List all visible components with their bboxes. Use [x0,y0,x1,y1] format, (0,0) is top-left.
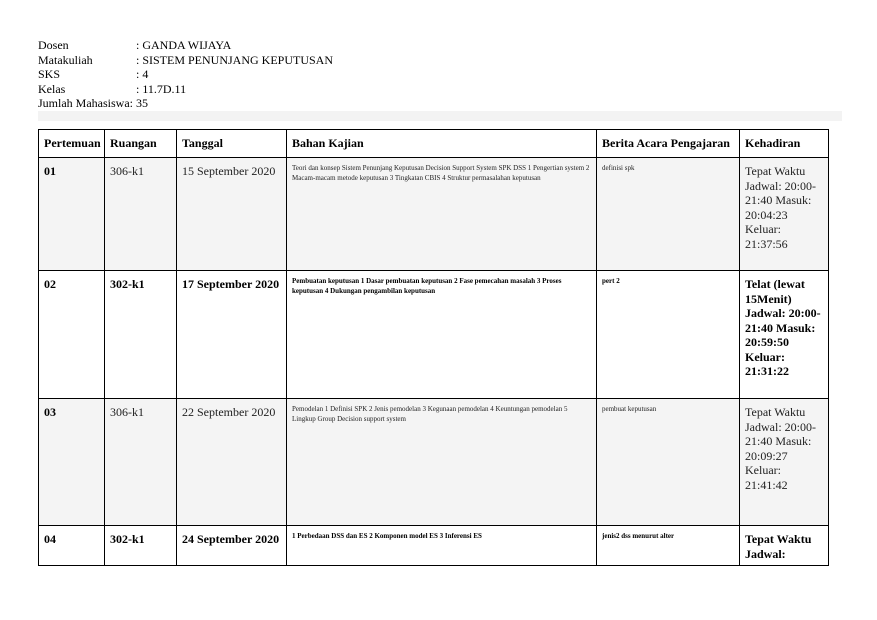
pertemuan-cell: 04 [39,526,105,566]
kehadiran-cell: Tepat Waktu Jadwal: [745,532,812,561]
section-divider [38,111,842,121]
kelas-row [38,82,333,97]
jumlah-mahasiswa-row [38,96,333,111]
tanggal-cell-wrap [177,526,287,566]
kehadiran-cell: Telat (lewat 15Menit) Jadwal: 20:00-21:40 Masuk: 20:59:50 Keluar: 21:31:22 [740,271,829,399]
sks-label: SKS [38,67,61,81]
tanggal-cell: 15 September 2020 [177,158,287,271]
berita-acara-cell: pert 2 [597,271,740,399]
dosen-value: : GANDA WIJAYA [136,38,232,52]
table-row [39,158,829,271]
ruangan-cell: 306-k1 [105,158,177,271]
document-header [38,38,333,111]
ruangan-cell: 306-k1 [105,399,177,526]
berita-acara-cell: pembuat keputusan [597,399,740,526]
jumlah-mahasiswa-label: Jumlah Mahasiswa [38,96,130,110]
berita-acara-cell: definisi spk [597,158,740,271]
pertemuan-cell: 03 [39,399,105,526]
col-header-tanggal: Tanggal [177,130,287,158]
attendance-table [38,129,829,566]
col-header-bahan-kajian: Bahan Kajian [287,130,597,158]
pertemuan-cell: 01 [39,158,105,271]
col-header-kehadiran: Kehadiran [740,130,829,158]
table-row [39,271,829,399]
matakuliah-value: : SISTEM PENUNJANG KEPUTUSAN [136,52,334,67]
bahan-kajian-cell: Teori dan konsep Sistem Penunjang Keputusan Decision Support System SPK DSS 1 Pengertian system 2 Macam-macam metode keputusan 3 Tingkatan CBIS 4 Struktur permasalahan keputusan [287,158,597,271]
pertemuan-cell: 02 [39,271,105,399]
col-header-pertemuan: Pertemuan [39,130,105,158]
dosen-row [38,38,333,53]
col-header-berita-acara: Berita Acara Pengajaran [597,130,740,158]
sks-value: : 4 [136,67,149,81]
kelas-value: : 11.7D.11 [136,81,187,96]
sks-row [38,67,333,82]
col-header-ruangan: Ruangan [105,130,177,158]
bahan-kajian-cell: Pembuatan keputusan 1 Dasar pembuatan keputusan 2 Fase pemecahan masalah 3 Proses keputusan 4 Dukungan pengambilan keputusan [287,271,597,399]
jumlah-mahasiswa-value: : 35 [129,96,148,110]
dosen-label: Dosen [38,38,69,52]
bahan-kajian-cell: Pemodelan 1 Definisi SPK 2 Jenis pemodelan 3 Kegunaan pemodelan 4 Keuntungan pemodelan 5 Lingkup Group Decision support system [287,399,597,526]
table-row [39,399,829,526]
ruangan-cell: 302-k1 [105,271,177,399]
kelas-label: Kelas [38,81,66,96]
tanggal-cell: 22 September 2020 [177,399,287,526]
tanggal-cell: 17 September 2020 [177,271,287,399]
bahan-kajian-cell: 1 Perbedaan DSS dan ES 2 Komponen model ES 3 Inferensi ES [287,526,597,566]
matakuliah-row [38,53,333,68]
table-row [39,526,829,566]
ruangan-cell: 302-k1 [105,526,177,566]
matakuliah-label: Matakuliah [38,52,93,67]
table-header-row [39,130,829,158]
tanggal-cell: 24 September 2020 [182,532,280,546]
kehadiran-cell-wrap [740,526,829,566]
kehadiran-cell: Tepat Waktu Jadwal: 20:00-21:40 Masuk: 20:04:23 Keluar: 21:37:56 [740,158,829,271]
berita-acara-cell: jenis2 dss menurut alter [597,526,740,566]
kehadiran-cell: Tepat Waktu Jadwal: 20:00-21:40 Masuk: 20:09:27 Keluar: 21:41:42 [740,399,829,526]
